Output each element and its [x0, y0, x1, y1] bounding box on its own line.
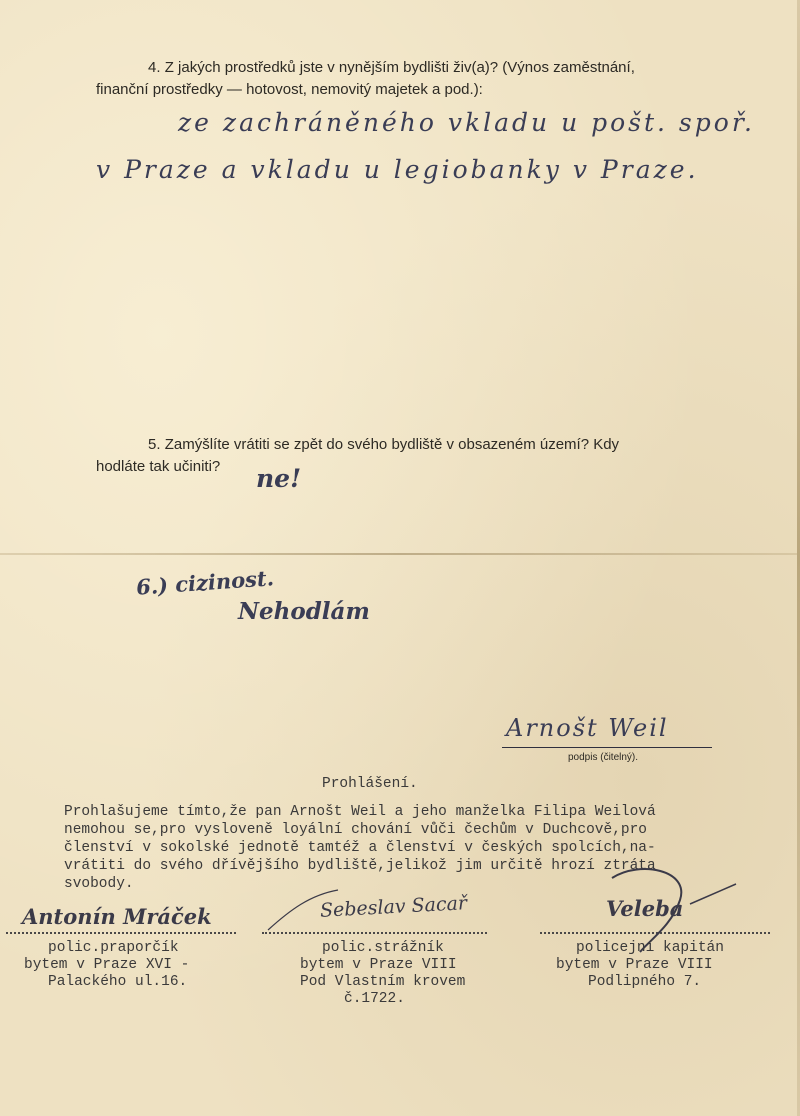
- witness-2-signature: Sebeslav Sacař: [319, 892, 468, 922]
- applicant-signature: Arnošt Weil: [506, 714, 669, 742]
- question-4-answer-line1: ze zachráněného vkladu u pošt. spoř.: [178, 108, 755, 137]
- declaration-line: vrátiti do svého dřívějšího bydliště,jelikož jim určitě hrozí ztráta: [64, 858, 656, 874]
- witness-3-signature: Veleba: [606, 896, 684, 921]
- witness-1-title: polic.praporčík: [48, 940, 179, 956]
- signature-line: [502, 747, 712, 748]
- question-4: [96, 57, 710, 101]
- question-5-text-line2: hodláte tak učiniti?: [96, 458, 221, 475]
- witness-2-address: č.1722.: [344, 991, 405, 1007]
- declaration-line: svobody.: [64, 876, 134, 892]
- witness-2-dotted-line: [262, 932, 487, 934]
- signature-caption: podpis (čitelný).: [568, 752, 639, 763]
- question-5-text-line1: Zamýšlíte vrátiti se zpět do svého bydliště v obsazeném území? Kdy: [164, 436, 620, 453]
- witness-3-address: bytem v Praze VIII: [556, 957, 713, 973]
- item-6-label: 6.) cizinost.: [135, 565, 275, 600]
- question-5-number: 5.: [148, 436, 161, 453]
- question-4-text-line1: Z jakých prostředků jste v nynějším bydlišti živ(a)? (Výnos zaměstnání,: [164, 59, 635, 76]
- witness-3-dotted-line: [540, 932, 770, 934]
- question-5: [96, 434, 710, 478]
- paper-fold: [0, 553, 800, 555]
- declaration-line: Prohlašujeme tímto,že pan Arnošt Weil a jeho manželka Filipa Weilová: [64, 804, 656, 820]
- witness-1-address: Palackého ul.16.: [48, 974, 188, 990]
- item-6-answer: Nehodlám: [238, 598, 370, 625]
- witness-2-title: polic.strážník: [322, 940, 444, 956]
- witness-3-address: Podlipného 7.: [588, 974, 702, 990]
- declaration-line: nemohou se,pro vysloveně loyální chování vůči čechům v Duchcově,pro: [64, 822, 647, 838]
- witness-1-dotted-line: [6, 932, 236, 934]
- witness-2-address: bytem v Praze VIII: [300, 957, 457, 973]
- witness-1-address: bytem v Praze XVI -: [24, 957, 190, 973]
- question-4-number: 4.: [148, 59, 161, 76]
- declaration-title: Prohlášení.: [322, 776, 418, 792]
- question-5-answer: ne!: [256, 464, 302, 493]
- witness-3-title: policejní kapitán: [576, 940, 724, 956]
- question-4-answer-line2: v Praze a vkladu u legiobanky v Praze.: [96, 155, 699, 184]
- question-4-text-line2: finanční prostředky — hotovost, nemovitý majetek a pod.):: [96, 81, 483, 98]
- declaration-line: členství v sokolské jednotě tamtéž a členství v českých spolcích,na-: [64, 840, 656, 856]
- witness-1-signature: Antonín Mráček: [22, 904, 212, 929]
- witness-2-address: Pod Vlastním krovem: [300, 974, 466, 990]
